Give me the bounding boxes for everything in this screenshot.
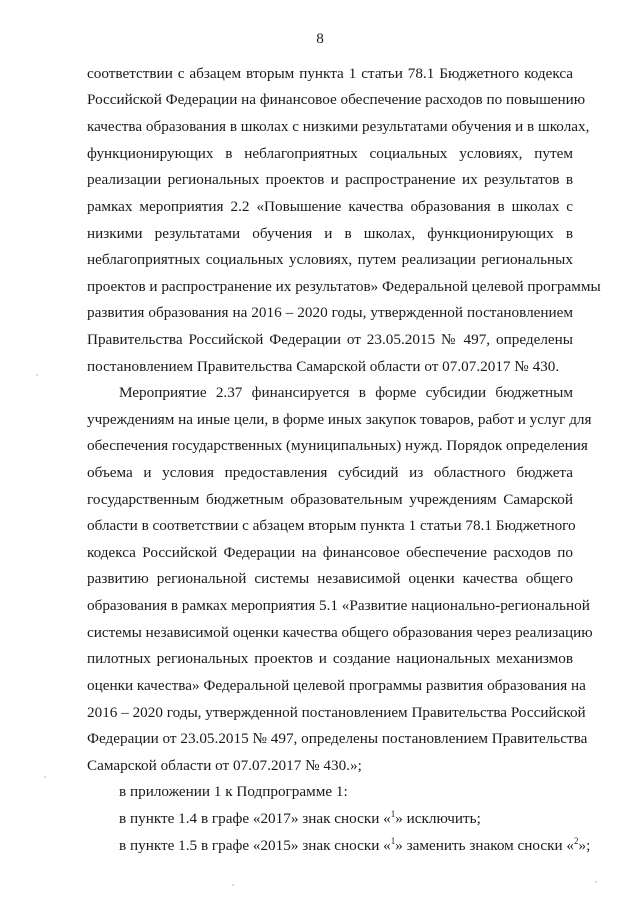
item-1-5-text-end: »; [578, 837, 591, 854]
footnote-mark: 1 [390, 809, 396, 819]
paragraph-2-line: учреждениям на иные цели, в форме иных закупок товаров, работ и услуг для [87, 411, 592, 428]
paragraph-1-line: неблагоприятных социальных условиях, путем реализации региональных [87, 251, 573, 268]
item-1-5-text: в пункте 1.5 в графе «2015» знак сноски « [119, 837, 391, 854]
paragraph-1-line: Российской Федерации на финансовое обеспечение расходов по повышению [87, 91, 586, 108]
paragraph-2-line: объема и условия предоставления субсидий из областного бюджета [87, 464, 573, 481]
scan-speck [232, 884, 234, 886]
paragraph-2-line: Федерации от 23.05.2015 № 497, определены постановлением Правительства [87, 730, 588, 747]
scan-speck [36, 374, 38, 376]
paragraph-2-line: Мероприятие 2.37 финансируется в форме субсидии бюджетным [119, 384, 573, 401]
paragraph-2-line: государственным бюджетным образовательным учреждениям Самарской [87, 491, 573, 508]
paragraph-1-line: рамках мероприятия 2.2 «Повышение качества образования в школах с [87, 198, 573, 215]
paragraph-1-line: реализации региональных проектов и распространение их результатов в [87, 171, 573, 188]
paragraph-2-line: кодекса Российской Федерации на финансовое обеспечение расходов по [87, 544, 573, 561]
footnote-mark: 1 [390, 836, 396, 846]
paragraph-2-line: развитию региональной системы независимой оценки качества общего [87, 570, 573, 587]
paragraph-2-line: Самарской области от 07.07.2017 № 430.»; [87, 757, 362, 774]
page-number: 8 [316, 30, 324, 47]
scan-speck [44, 776, 46, 778]
item-1-4-text: в пункте 1.4 в графе «2017» знак сноски « [119, 810, 391, 827]
item-1-5 [119, 836, 590, 856]
paragraph-1-line: функционирующих в неблагоприятных социальных условиях, путем [87, 145, 573, 162]
item-1-4-text-end: » исключить; [395, 810, 481, 827]
paragraph-2-line: пилотных региональных проектов и создание национальных механизмов [87, 650, 573, 667]
paragraph-1-line: Правительства Российской Федерации от 23.05.2015 № 497, определены [87, 331, 573, 348]
scan-speck [595, 881, 597, 883]
paragraph-2-line: системы независимой оценки качества общего образования через реализацию [87, 624, 593, 641]
paragraph-2-line: обеспечения государственных (муниципальных) нужд. Порядок определения [87, 437, 588, 454]
footnote-mark: 2 [574, 836, 579, 846]
item-appendix: в приложении 1 к Подпрограмме 1: [119, 783, 348, 800]
item-1-5-text-middle: » заменить знаком сноски « [395, 837, 575, 854]
paragraph-1-line: проектов и распространение их результатов» Федеральной целевой программы [87, 278, 601, 295]
paragraph-1-line: соответствии с абзацем вторым пункта 1 статьи 78.1 Бюджетного кодекса [87, 65, 573, 82]
item-1-4 [119, 809, 481, 829]
paragraph-1-line: постановлением Правительства Самарской области от 07.07.2017 № 430. [87, 358, 560, 375]
paragraph-2-line: образования в рамках мероприятия 5.1 «Развитие национально-региональной [87, 597, 590, 614]
paragraph-1-line: качества образования в школах с низкими результатами обучения и в школах, [87, 118, 590, 135]
paragraph-2-line: 2016 – 2020 годы, утвержденной постановлением Правительства Российской [87, 704, 586, 721]
paragraph-1-line: низкими результатами обучения и в школах, функционирующих в [87, 225, 573, 242]
paragraph-2-line: оценки качества» Федеральной целевой программы развития образования на [87, 677, 586, 694]
paragraph-1-line: развития образования на 2016 – 2020 годы, утвержденной постановлением [87, 304, 573, 321]
paragraph-2-line: области в соответствии с абзацем вторым пункта 1 статьи 78.1 Бюджетного [87, 517, 576, 534]
